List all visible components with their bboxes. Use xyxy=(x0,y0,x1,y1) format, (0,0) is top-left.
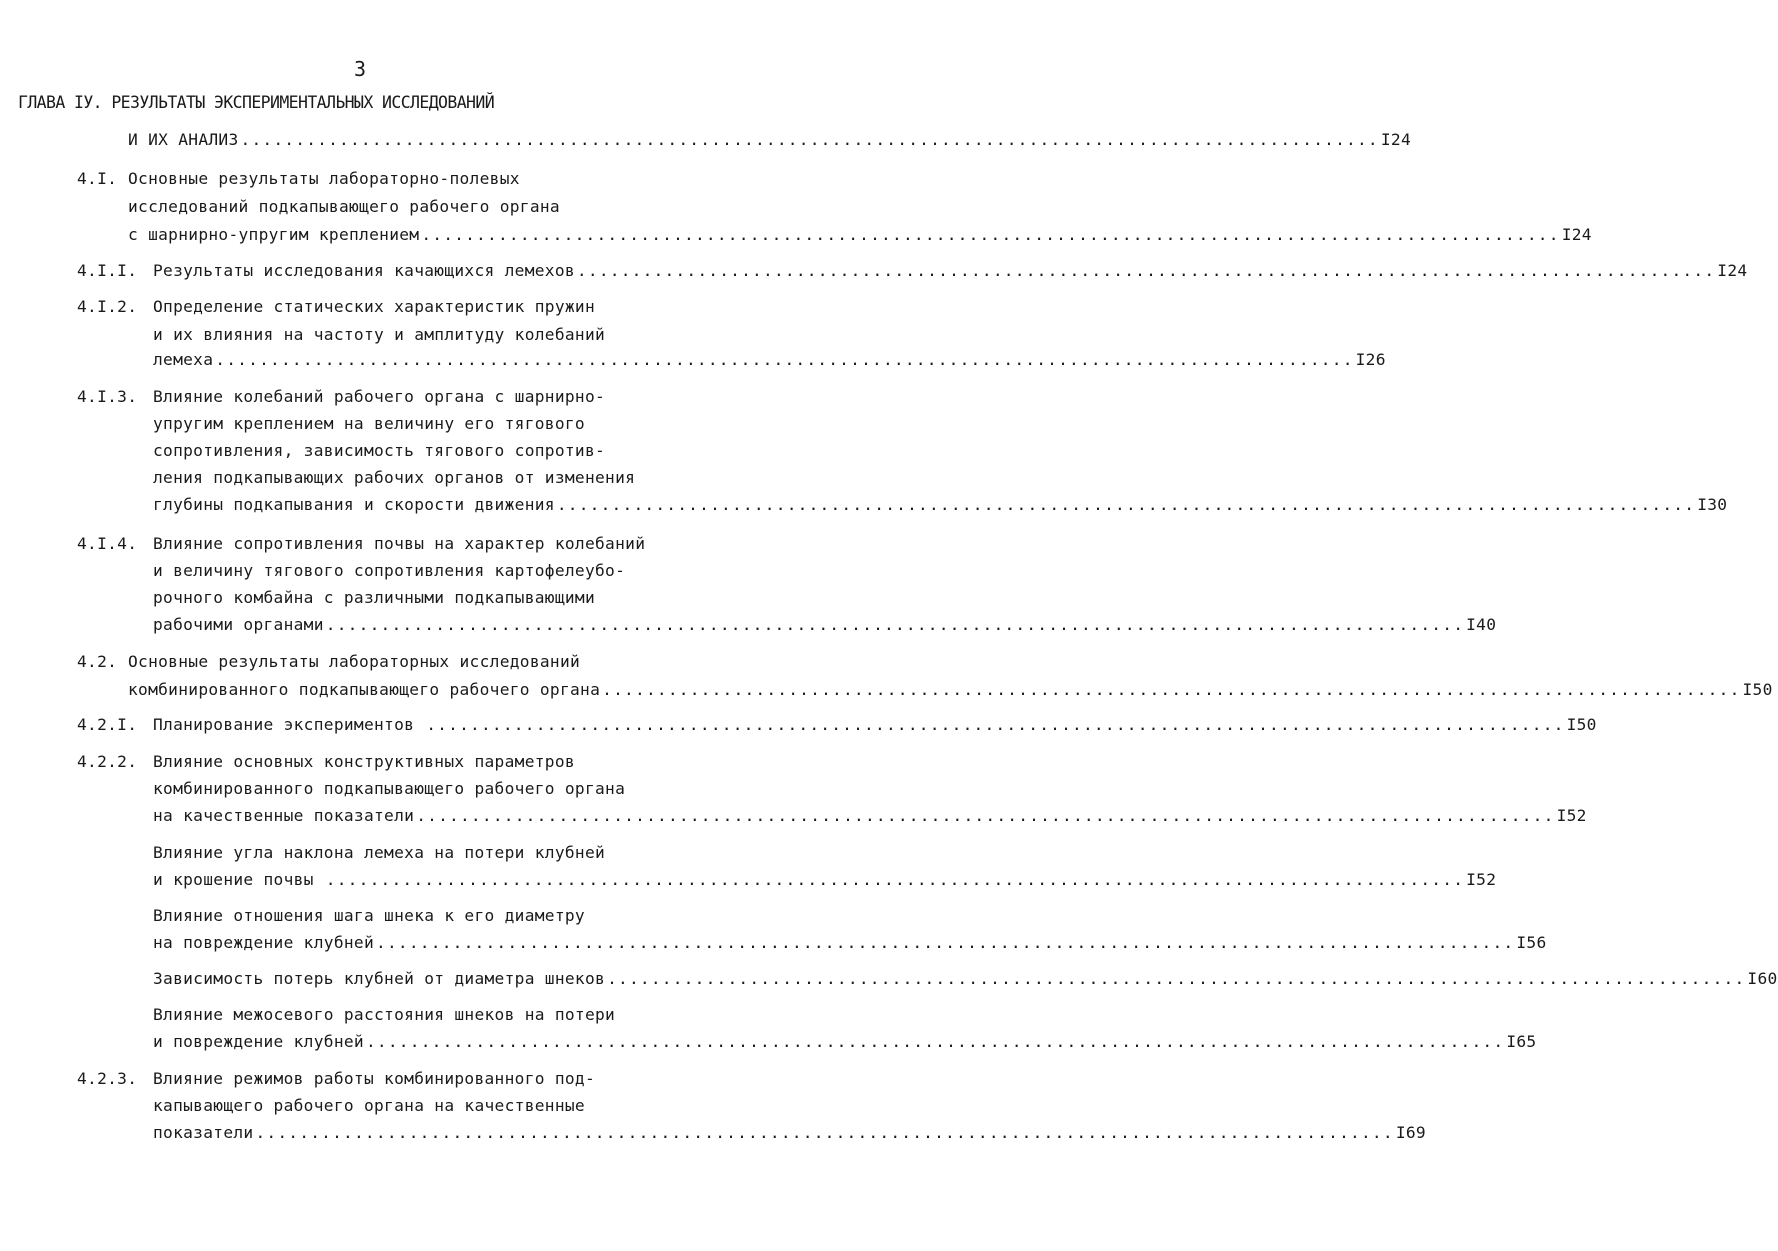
entry-line: Влияние сопротивления почвы на характер колебаний xyxy=(153,534,646,553)
leader-dots: ........................................................................................................ xyxy=(215,350,1354,369)
entry-number: 4.I.2. xyxy=(77,297,138,316)
entry-line: и их влияния на частоту и амплитуду колебаний xyxy=(153,325,606,344)
entry-line: показатели xyxy=(153,1123,254,1142)
chapter-title-line-2 xyxy=(128,130,1412,150)
leader-dots: ........................................................................................................ xyxy=(255,1123,1394,1142)
entry-line: комбинированного подкапывающего рабочего органа xyxy=(153,779,626,798)
entry-number: 4.2.2. xyxy=(77,752,138,771)
entry-number: 4.2. xyxy=(77,652,118,671)
entry-line: глубины подкапывания и скорости движения xyxy=(153,495,555,514)
entry-line: и повреждение клубней xyxy=(153,1032,364,1051)
chapter-page-ref: I24 xyxy=(1380,130,1412,149)
entry-line: Основные результаты лабораторных исследований xyxy=(128,652,581,671)
leader-dots: ........................................................................................................ xyxy=(421,225,1560,244)
entry-line: лемеха xyxy=(153,350,214,369)
entry-line: сопротивления, зависимость тягового сопротив- xyxy=(153,441,606,460)
entry-page-ref: I69 xyxy=(1395,1123,1426,1142)
entry-line: Влияние колебаний рабочего органа с шарнирно- xyxy=(153,387,606,406)
entry-line: Влияние режимов работы комбинированного под- xyxy=(153,1069,596,1088)
entry-page-ref: I50 xyxy=(1742,680,1773,699)
entry-line: комбинированного подкапывающего рабочего органа xyxy=(128,680,601,699)
page-number: 3 xyxy=(353,57,367,81)
entry-line: капывающего рабочего органа на качественные xyxy=(153,1096,585,1115)
entry-line: исследований подкапывающего рабочего органа xyxy=(128,197,560,216)
entry-line: на повреждение клубней xyxy=(153,933,375,952)
entry-line: с шарнирно-упругим креплением xyxy=(128,225,420,244)
entry-page-ref: I50 xyxy=(1566,715,1597,734)
leader-dots: ........................................................................................................ xyxy=(607,969,1746,988)
entry-number: 4.I.I. xyxy=(77,261,138,280)
entry-page-ref: I26 xyxy=(1355,350,1386,369)
leader-dots: ........................................................................................................ xyxy=(576,261,1716,280)
entry-line: рочного комбайна с различными подкапывающими xyxy=(153,588,596,607)
entry-page-ref: I24 xyxy=(1561,225,1592,244)
entry-line-last xyxy=(153,350,1386,370)
entry-line-last xyxy=(128,680,1773,700)
entry-page-ref: I60 xyxy=(1747,969,1778,988)
entry-page-ref: I52 xyxy=(1466,870,1497,889)
entry-line: Зависимость потерь клубней от диаметра шнеков xyxy=(153,969,606,988)
entry-line: ления подкапывающих рабочих органов от изменения xyxy=(153,468,636,487)
entry-line-last xyxy=(153,806,1587,826)
leader-dots: ........................................................................................................ xyxy=(376,933,1515,952)
leader-dots: ........................................................................................................ xyxy=(365,1032,1505,1051)
entry-line-last xyxy=(153,1032,1537,1052)
entry-number: 4.I.4. xyxy=(77,534,138,553)
entry-page-ref: I65 xyxy=(1506,1032,1537,1051)
entry-page-ref: I40 xyxy=(1466,615,1497,634)
entry-line-last xyxy=(128,225,1592,245)
entry-line: Влияние основных конструктивных параметров xyxy=(153,752,575,771)
chapter-title-line-1: ГЛАВА IУ. РЕЗУЛЬТАТЫ ЭКСПЕРИМЕНТАЛЬНЫХ ИССЛЕДОВАНИЙ xyxy=(18,93,495,112)
entry-line-last xyxy=(153,870,1497,890)
entry-page-ref: I30 xyxy=(1697,495,1728,514)
entry-number: 4.I. xyxy=(77,169,118,188)
leader-dots: ........................................................................................................ xyxy=(556,495,1696,514)
entry-line: Влияние угла наклона лемеха на потери клубней xyxy=(153,843,606,862)
entry-line-last xyxy=(153,261,1748,281)
entry-line: Влияние межосевого расстояния шнеков на потери xyxy=(153,1005,616,1024)
entry-line: и величину тягового сопротивления картофелеубо- xyxy=(153,561,626,580)
entry-number: 4.I.3. xyxy=(77,387,138,406)
entry-line: Результаты исследования качающихся лемехов xyxy=(153,261,575,280)
entry-line-last xyxy=(153,715,1597,735)
leader-dots: ........................................................................................................ xyxy=(426,715,1565,734)
entry-line-last xyxy=(153,1123,1426,1143)
entry-line-last xyxy=(153,615,1497,635)
entry-line: Влияние отношения шага шнека к его диаметру xyxy=(153,906,585,925)
leader-dots: ........................................................................................................ xyxy=(602,680,1741,699)
entry-page-ref: I24 xyxy=(1717,261,1748,280)
leader-dots: ........................................................................................................ xyxy=(325,870,1465,889)
entry-line: и крошение почвы xyxy=(153,870,324,889)
leader-dots: ........................................................................................................ xyxy=(325,615,1465,634)
entry-line: на качественные показатели xyxy=(153,806,415,825)
entry-line: Определение статических характеристик пружин xyxy=(153,297,596,316)
entry-number: 4.2.I. xyxy=(77,715,138,734)
entry-line-last xyxy=(153,495,1728,515)
entry-line: рабочими органами xyxy=(153,615,324,634)
leader-dots: ........................................................................................................ xyxy=(416,806,1555,825)
entry-line-last xyxy=(153,969,1778,989)
entry-line: Основные результаты лабораторно-полевых xyxy=(128,169,520,188)
entry-line: Планирование экспериментов xyxy=(153,715,425,734)
leader-dots: ........................................................................................................ xyxy=(240,130,1379,149)
entry-page-ref: I56 xyxy=(1516,933,1547,952)
entry-page-ref: I52 xyxy=(1556,806,1587,825)
entry-line-last xyxy=(153,933,1547,953)
chapter-title-text: И ИХ АНАЛИЗ xyxy=(128,130,239,149)
entry-number: 4.2.3. xyxy=(77,1069,138,1088)
entry-line: упругим креплением на величину его тягового xyxy=(153,414,585,433)
